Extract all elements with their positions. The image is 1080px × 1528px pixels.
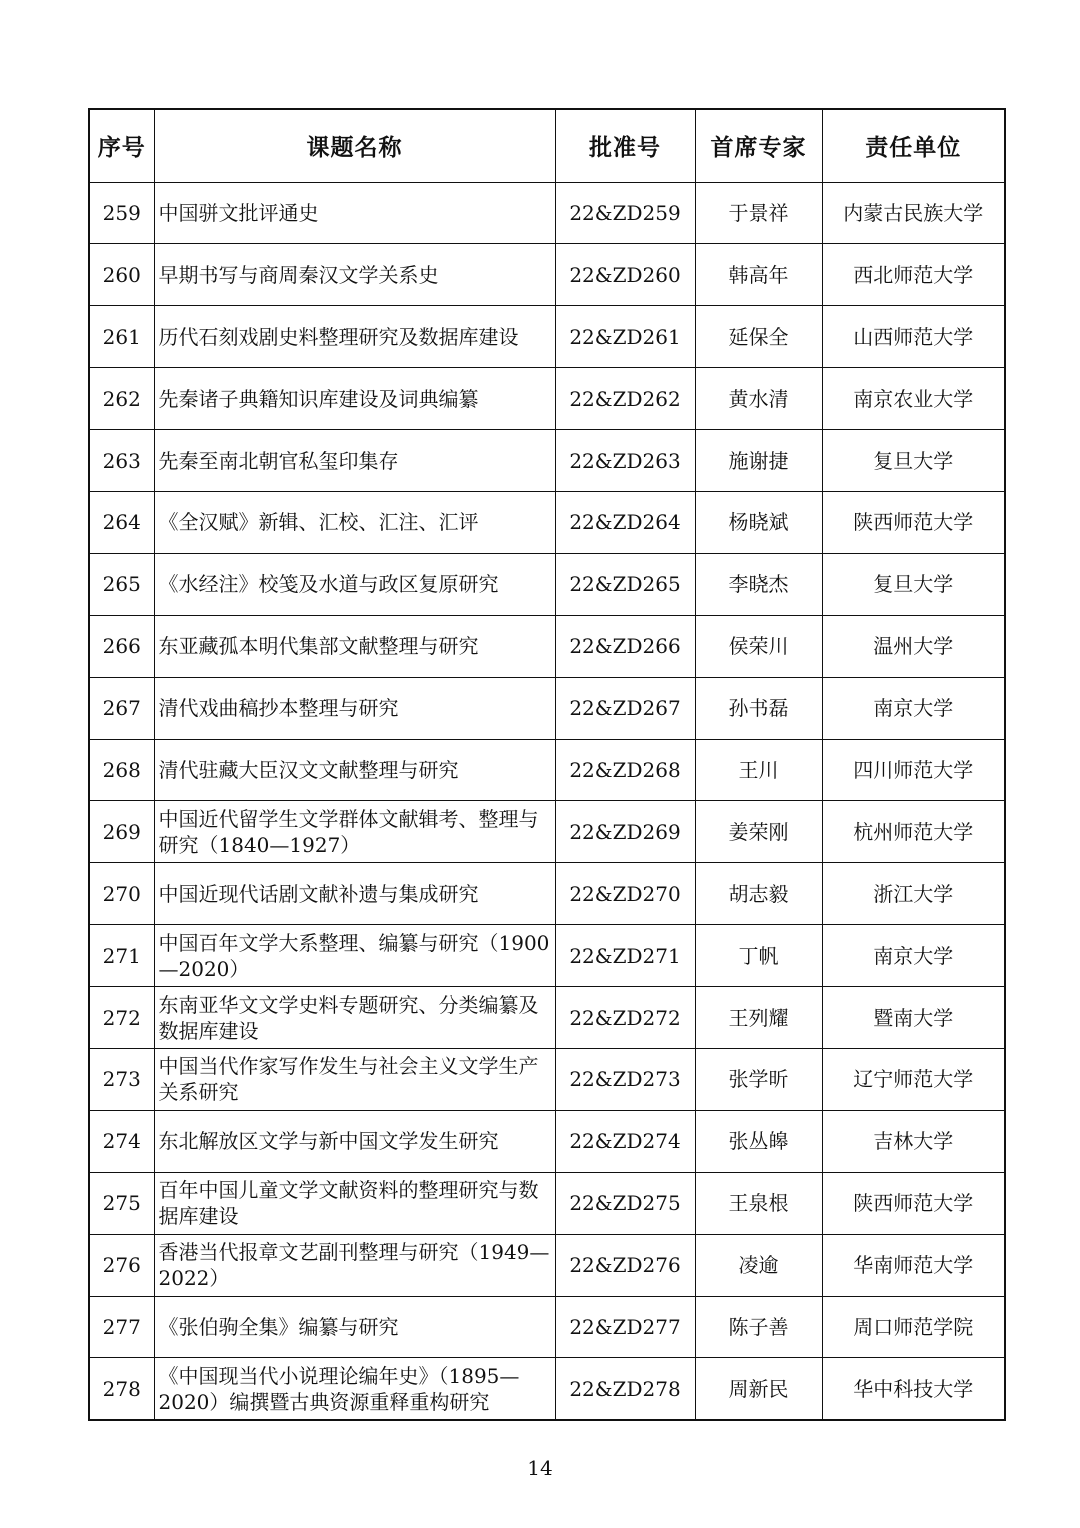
table-header — [89, 109, 1005, 182]
cell-no: 274 — [89, 1110, 154, 1172]
project-table — [88, 108, 1006, 1421]
cell-no: 259 — [89, 182, 154, 244]
cell-no: 261 — [89, 306, 154, 368]
cell-unit: 陕西师范大学 — [822, 491, 1005, 553]
cell-code: 22&ZD270 — [555, 863, 695, 925]
cell-expert: 于景祥 — [695, 182, 822, 244]
table-row — [89, 863, 1005, 925]
cell-no: 269 — [89, 801, 154, 863]
cell-expert: 王列耀 — [695, 987, 822, 1049]
cell-code: 22&ZD259 — [555, 182, 695, 244]
cell-code: 22&ZD268 — [555, 739, 695, 801]
cell-no: 270 — [89, 863, 154, 925]
cell-unit: 吉林大学 — [822, 1110, 1005, 1172]
table-row — [89, 1296, 1005, 1358]
table-row — [89, 244, 1005, 306]
cell-title: 东亚藏孤本明代集部文献整理与研究 — [154, 615, 555, 677]
cell-title: 中国百年文学大系整理、编纂与研究（1900—2020） — [154, 925, 555, 987]
table-row — [89, 182, 1005, 244]
cell-no: 265 — [89, 553, 154, 615]
cell-code: 22&ZD262 — [555, 368, 695, 430]
cell-title: 香港当代报章文艺副刊整理与研究（1949—2022） — [154, 1234, 555, 1296]
cell-unit: 西北师范大学 — [822, 244, 1005, 306]
cell-code: 22&ZD273 — [555, 1048, 695, 1110]
cell-title: 东南亚华文文学史料专题研究、分类编纂及数据库建设 — [154, 987, 555, 1049]
cell-expert: 周新民 — [695, 1358, 822, 1420]
cell-code: 22&ZD260 — [555, 244, 695, 306]
cell-unit: 周口师范学院 — [822, 1296, 1005, 1358]
table-row — [89, 430, 1005, 492]
cell-title: 《水经注》校笺及水道与政区复原研究 — [154, 553, 555, 615]
cell-code: 22&ZD274 — [555, 1110, 695, 1172]
cell-code: 22&ZD263 — [555, 430, 695, 492]
cell-no: 271 — [89, 925, 154, 987]
cell-expert: 延保全 — [695, 306, 822, 368]
cell-expert: 陈子善 — [695, 1296, 822, 1358]
cell-no: 275 — [89, 1172, 154, 1234]
table-row — [89, 677, 1005, 739]
cell-code: 22&ZD278 — [555, 1358, 695, 1420]
cell-title: 东北解放区文学与新中国文学发生研究 — [154, 1110, 555, 1172]
cell-unit: 浙江大学 — [822, 863, 1005, 925]
cell-unit: 南京大学 — [822, 925, 1005, 987]
table-row — [89, 801, 1005, 863]
cell-expert: 王川 — [695, 739, 822, 801]
table-row — [89, 1110, 1005, 1172]
table-row — [89, 491, 1005, 553]
cell-expert: 胡志毅 — [695, 863, 822, 925]
cell-expert: 王泉根 — [695, 1172, 822, 1234]
cell-code: 22&ZD267 — [555, 677, 695, 739]
cell-no: 262 — [89, 368, 154, 430]
cell-no: 264 — [89, 491, 154, 553]
cell-title: 中国近现代话剧文献补遗与集成研究 — [154, 863, 555, 925]
cell-no: 260 — [89, 244, 154, 306]
table-row — [89, 306, 1005, 368]
cell-no: 268 — [89, 739, 154, 801]
cell-title: 清代驻藏大臣汉文文献整理与研究 — [154, 739, 555, 801]
cell-unit: 暨南大学 — [822, 987, 1005, 1049]
page-number: 14 — [527, 1456, 553, 1480]
cell-code: 22&ZD264 — [555, 491, 695, 553]
cell-unit: 四川师范大学 — [822, 739, 1005, 801]
cell-no: 266 — [89, 615, 154, 677]
cell-code: 22&ZD276 — [555, 1234, 695, 1296]
cell-no: 273 — [89, 1048, 154, 1110]
header-title: 课题名称 — [154, 109, 555, 182]
table-row — [89, 1358, 1005, 1420]
cell-code: 22&ZD261 — [555, 306, 695, 368]
header-code: 批准号 — [555, 109, 695, 182]
cell-expert: 李晓杰 — [695, 553, 822, 615]
header-row — [89, 109, 1005, 182]
table-row — [89, 925, 1005, 987]
cell-expert: 凌逾 — [695, 1234, 822, 1296]
table-row — [89, 615, 1005, 677]
cell-title: 先秦至南北朝官私玺印集存 — [154, 430, 555, 492]
cell-code: 22&ZD275 — [555, 1172, 695, 1234]
table-row — [89, 1048, 1005, 1110]
cell-unit: 陕西师范大学 — [822, 1172, 1005, 1234]
cell-title: 历代石刻戏剧史料整理研究及数据库建设 — [154, 306, 555, 368]
cell-expert: 姜荣刚 — [695, 801, 822, 863]
cell-no: 277 — [89, 1296, 154, 1358]
cell-title: 清代戏曲稿抄本整理与研究 — [154, 677, 555, 739]
cell-title: 先秦诸子典籍知识库建设及词典编纂 — [154, 368, 555, 430]
header-unit: 责任单位 — [822, 109, 1005, 182]
table-row — [89, 553, 1005, 615]
table-row — [89, 739, 1005, 801]
cell-title: 《全汉赋》新辑、汇校、汇注、汇评 — [154, 491, 555, 553]
cell-expert: 侯荣川 — [695, 615, 822, 677]
cell-title: 《张伯驹全集》编纂与研究 — [154, 1296, 555, 1358]
cell-unit: 杭州师范大学 — [822, 801, 1005, 863]
cell-code: 22&ZD266 — [555, 615, 695, 677]
cell-no: 272 — [89, 987, 154, 1049]
table-row — [89, 1234, 1005, 1296]
cell-unit: 南京大学 — [822, 677, 1005, 739]
cell-unit: 复旦大学 — [822, 553, 1005, 615]
cell-unit: 华中科技大学 — [822, 1358, 1005, 1420]
cell-expert: 杨晓斌 — [695, 491, 822, 553]
cell-title: 百年中国儿童文学文献资料的整理研究与数据库建设 — [154, 1172, 555, 1234]
cell-title: 中国当代作家写作发生与社会主义文学生产关系研究 — [154, 1048, 555, 1110]
table-row — [89, 368, 1005, 430]
cell-expert: 张学昕 — [695, 1048, 822, 1110]
table-row — [89, 987, 1005, 1049]
cell-expert: 张丛皞 — [695, 1110, 822, 1172]
cell-no: 263 — [89, 430, 154, 492]
cell-expert: 丁帆 — [695, 925, 822, 987]
cell-title: 中国近代留学生文学群体文献辑考、整理与研究（1840—1927） — [154, 801, 555, 863]
cell-no: 278 — [89, 1358, 154, 1420]
table-body — [89, 182, 1005, 1420]
cell-unit: 华南师范大学 — [822, 1234, 1005, 1296]
cell-unit: 辽宁师范大学 — [822, 1048, 1005, 1110]
cell-expert: 施谢捷 — [695, 430, 822, 492]
cell-unit: 内蒙古民族大学 — [822, 182, 1005, 244]
cell-title: 中国骈文批评通史 — [154, 182, 555, 244]
cell-no: 276 — [89, 1234, 154, 1296]
cell-title: 早期书写与商周秦汉文学关系史 — [154, 244, 555, 306]
cell-expert: 黄水清 — [695, 368, 822, 430]
cell-code: 22&ZD269 — [555, 801, 695, 863]
cell-title: 《中国现当代小说理论编年史》（1895—2020）编撰暨古典资源重释重构研究 — [154, 1358, 555, 1420]
cell-unit: 南京农业大学 — [822, 368, 1005, 430]
header-expert: 首席专家 — [695, 109, 822, 182]
cell-code: 22&ZD277 — [555, 1296, 695, 1358]
cell-code: 22&ZD271 — [555, 925, 695, 987]
cell-no: 267 — [89, 677, 154, 739]
cell-unit: 温州大学 — [822, 615, 1005, 677]
table-row — [89, 1172, 1005, 1234]
cell-expert: 韩高年 — [695, 244, 822, 306]
cell-unit: 山西师范大学 — [822, 306, 1005, 368]
cell-unit: 复旦大学 — [822, 430, 1005, 492]
header-no: 序号 — [89, 109, 154, 182]
cell-expert: 孙书磊 — [695, 677, 822, 739]
cell-code: 22&ZD272 — [555, 987, 695, 1049]
cell-code: 22&ZD265 — [555, 553, 695, 615]
